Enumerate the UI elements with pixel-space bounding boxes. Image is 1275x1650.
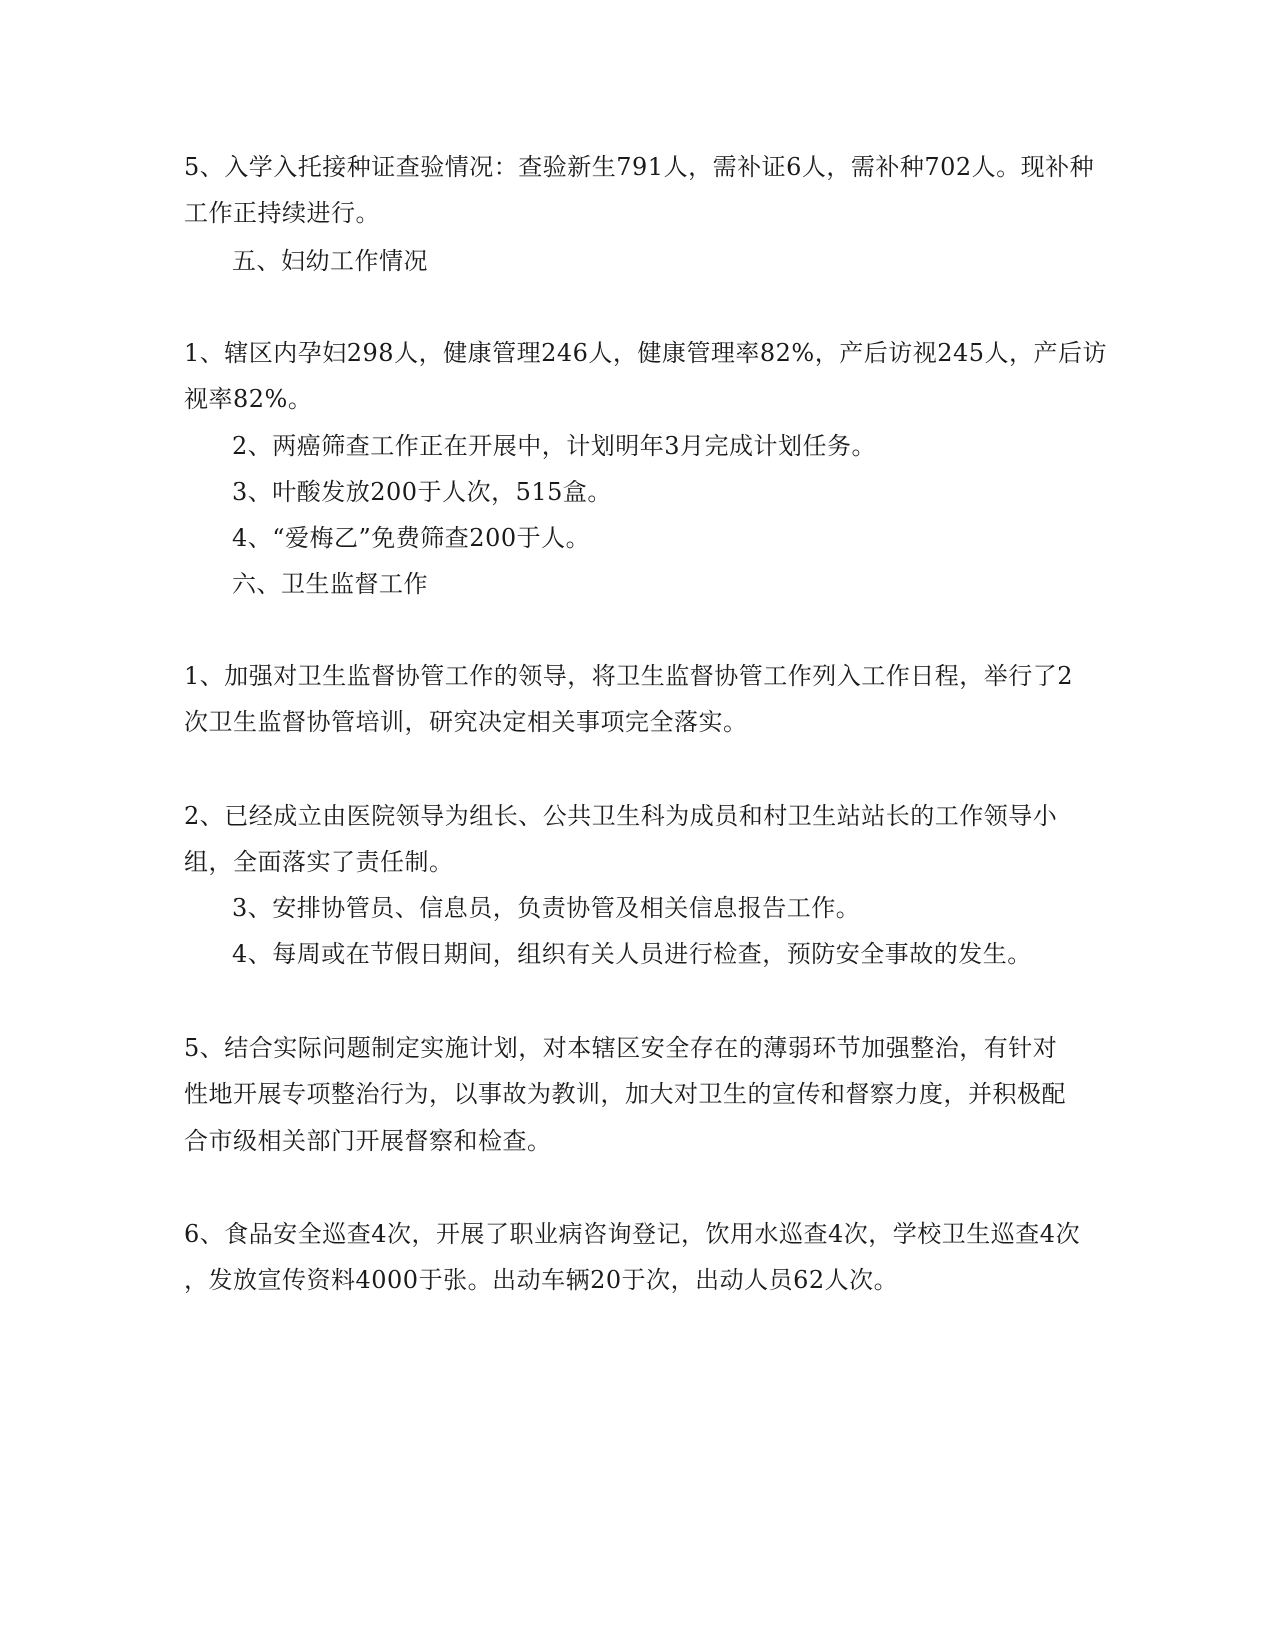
paragraph-line: 5、入学入托接种证查验情况：查验新生791人，需补证6人，需补种702人。现补种 <box>184 153 1095 181</box>
paragraph-line: 1、加强对卫生监督协管工作的领导，将卫生监督协管工作列入工作日程，举行了2 <box>184 662 1074 690</box>
paragraph-line: 5、结合实际问题制定实施计划，对本辖区安全存在的薄弱环节加强整治，有针对 <box>184 1034 1058 1062</box>
paragraph-line: 4、每周或在节假日期间，组织有关人员进行检查，预防安全事故的发生。 <box>232 940 1032 968</box>
paragraph-line: 工作正持续进行。 <box>184 199 380 227</box>
section-heading: 六、卫生监督工作 <box>232 570 428 598</box>
paragraph-line: 6、食品安全巡查4次，开展了职业病咨询登记，饮用水巡查4次，学校卫生巡查4次 <box>184 1220 1081 1248</box>
paragraph-line: 1、辖区内孕妇298人，健康管理246人，健康管理率82%，产后访视245人，产后访 <box>184 339 1108 367</box>
paragraph-line: 次卫生监督协管培训，研究决定相关事项完全落实。 <box>184 708 748 736</box>
paragraph-line: 4、“爱梅乙”免费筛查200于人。 <box>232 524 591 552</box>
paragraph-line: 2、已经成立由医院领导为组长、公共卫生科为成员和村卫生站站长的工作领导小 <box>184 802 1058 830</box>
paragraph-line: 视率82%。 <box>184 385 313 413</box>
paragraph-line: 组，全面落实了责任制。 <box>184 848 454 876</box>
paragraph-line: 3、安排协管员、信息员，负责协管及相关信息报告工作。 <box>232 894 861 922</box>
paragraph-line: 3、叶酸发放200于人次，515盒。 <box>232 478 612 506</box>
section-heading: 五、妇幼工作情况 <box>232 247 428 275</box>
paragraph-line: 性地开展专项整治行为，以事故为教训，加大对卫生的宣传和督察力度，并积极配 <box>184 1080 1066 1108</box>
paragraph-line: 合市级相关部门开展督察和检查。 <box>184 1127 552 1155</box>
paragraph-line: 2、两癌筛查工作正在开展中，计划明年3月完成计划任务。 <box>232 432 877 460</box>
paragraph-line: ，发放宣传资料4000于张。出动车辆20于次，出动人员62人次。 <box>184 1266 899 1294</box>
